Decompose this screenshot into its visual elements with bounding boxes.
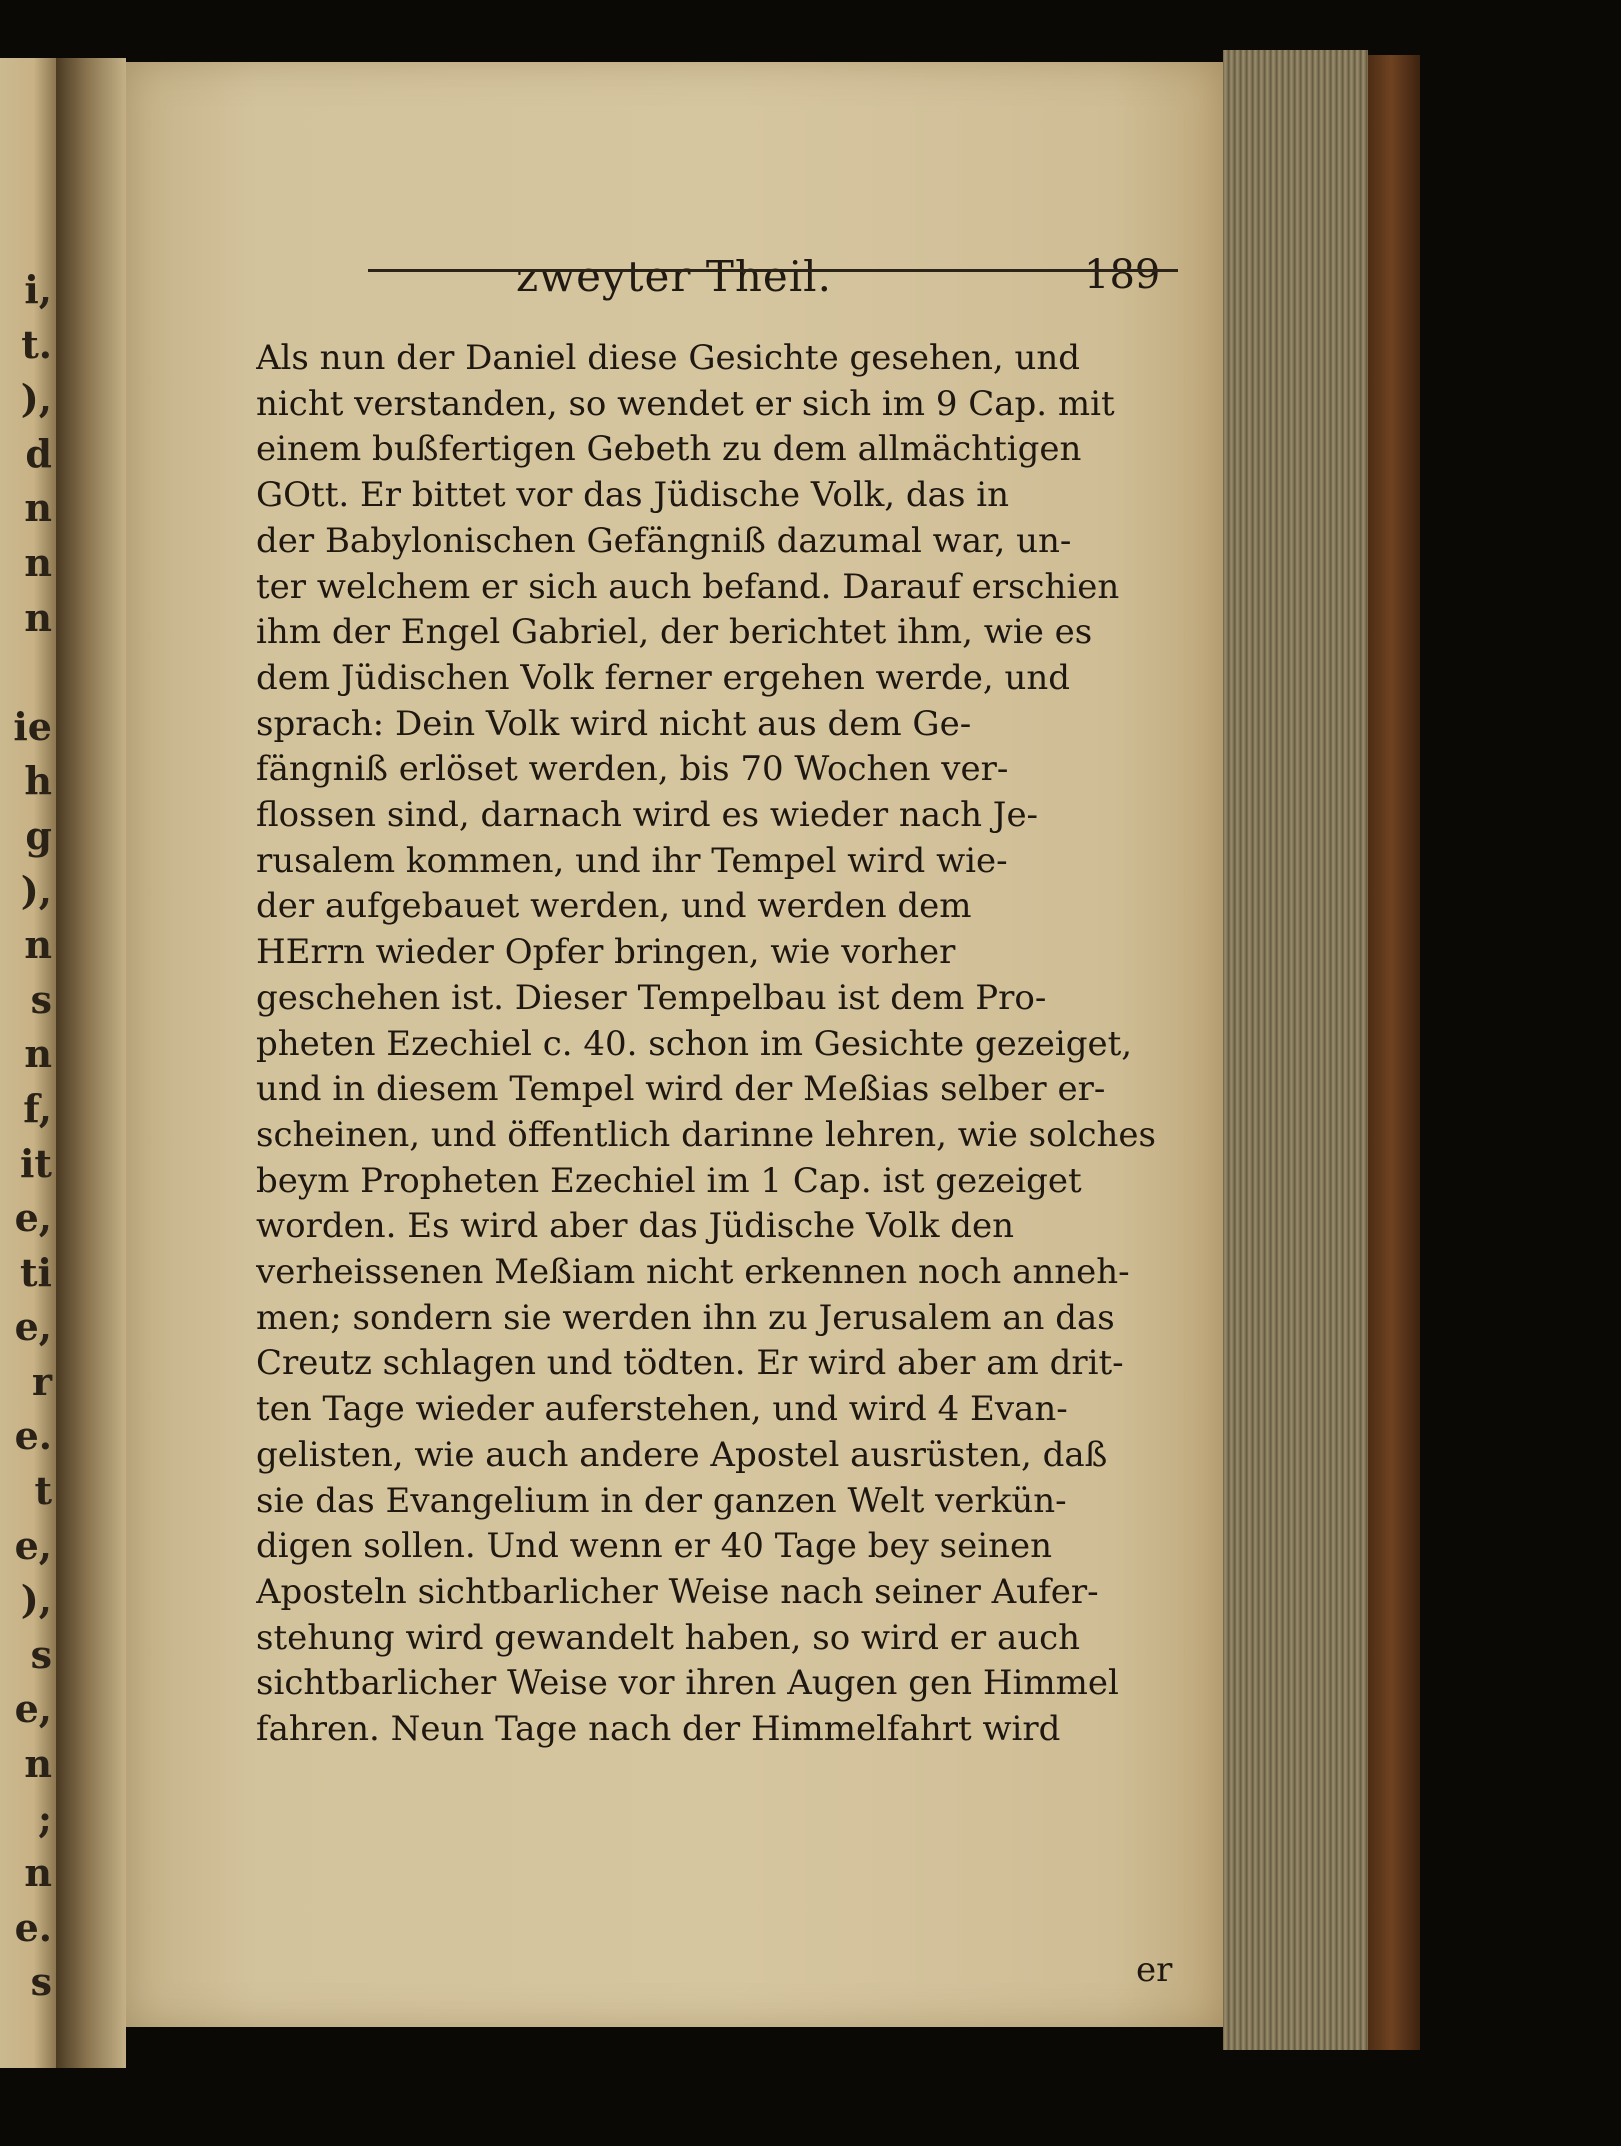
text-line: men; sondern sie werden ihn zu Jerusalem an das — [256, 1297, 1115, 1338]
facing-line-ending: n — [24, 1741, 52, 1787]
facing-line-ending: e, — [14, 1304, 52, 1350]
facing-line-ending: i, — [24, 267, 52, 312]
text-line: digen sollen. Und wenn er 40 Tage bey seinen — [256, 1526, 1052, 1567]
facing-line-ending: t. — [21, 321, 52, 367]
text-line: dem Jüdischen Volk ferner ergehen werde, und — [256, 657, 1071, 698]
text-line: scheinen, und öffentlich darinne lehren, wie solches — [256, 1114, 1156, 1155]
text-line: verheissenen Meßiam nicht erkennen noch anneh- — [256, 1252, 1130, 1293]
facing-line-ending: s — [30, 1631, 52, 1677]
text-line: der Babylonischen Gefängniß dazumal war, un- — [256, 520, 1072, 561]
text-line: flossen sind, darnach wird es wieder nach Je- — [256, 795, 1039, 836]
facing-page-edge — [0, 58, 56, 2068]
text-line: ter welchem er sich auch befand. Darauf erschien — [256, 566, 1120, 607]
text-line: sprach: Dein Volk wird nicht aus dem Ge- — [256, 703, 972, 744]
text-line: fängniß erlöset werden, bis 70 Wochen ver- — [256, 749, 1009, 790]
facing-line-ending: n — [24, 1031, 52, 1077]
facing-line-ending: n — [24, 1850, 52, 1896]
facing-line-ending: e, — [14, 1195, 52, 1241]
catchword: er — [1136, 1950, 1173, 1990]
facing-line-ending: ), — [20, 867, 52, 913]
facing-line-ending: e. — [14, 1904, 52, 1950]
facing-line-ending: ; — [37, 1795, 52, 1841]
page-block-edges — [1223, 50, 1368, 2050]
facing-line-ending: ie — [13, 703, 52, 749]
text-line: Als nun der Daniel diese Gesichte gesehen, und — [256, 338, 1081, 378]
text-line: rusalem kommen, und ihr Tempel wird wie- — [256, 840, 1008, 881]
text-line: beym Propheten Ezechiel im 1 Cap. ist gezeiget — [256, 1160, 1082, 1201]
facing-page-line-endings — [2, 263, 52, 2010]
text-line: ihm der Engel Gabriel, der berichtet ihm, wie es — [256, 612, 1093, 653]
text-line: fahren. Neun Tage nach der Himmelfahrt wird — [256, 1709, 1061, 1750]
text-line: der aufgebauet werden, und werden dem — [256, 886, 972, 927]
facing-line-ending: e, — [14, 1522, 52, 1568]
header-rule — [368, 269, 1178, 272]
facing-line-ending: s — [30, 1959, 52, 2005]
facing-line-ending: ), — [20, 376, 52, 422]
facing-line-ending: it — [20, 1140, 52, 1186]
facing-line-ending: e, — [14, 1686, 52, 1732]
text-line: Creutz schlagen und tödten. Er wird aber am drit- — [256, 1343, 1124, 1384]
book-binding — [1368, 55, 1420, 2050]
text-line: GOtt. Er bittet vor das Jüdische Volk, das in — [256, 475, 1009, 516]
facing-line-ending: n — [24, 594, 52, 640]
text-line: einem bußfertigen Gebeth zu dem allmächtigen — [256, 429, 1082, 470]
facing-line-ending: ), — [20, 1577, 52, 1623]
facing-line-ending: e. — [14, 1413, 52, 1459]
facing-line-ending: g — [25, 812, 52, 858]
facing-line-ending: t — [34, 1468, 52, 1514]
facing-line-ending — [2, 645, 52, 700]
page-number: 189 — [1084, 252, 1161, 298]
text-line: Aposteln sichtbarlicher Weise nach seiner Aufer- — [256, 1571, 1099, 1612]
facing-line-ending: ti — [20, 1249, 52, 1295]
facing-line-ending: d — [25, 430, 52, 476]
body-text — [256, 336, 1176, 1753]
facing-line-ending: n — [24, 539, 52, 585]
text-line: worden. Es wird aber das Jüdische Volk den — [256, 1206, 1015, 1247]
text-line: sichtbarlicher Weise vor ihren Augen gen Himmel — [256, 1663, 1119, 1704]
facing-line-ending: h — [24, 758, 52, 804]
running-head: zweyter Theil. — [516, 252, 832, 301]
text-line: sie das Evangelium in der ganzen Welt verkün- — [256, 1480, 1067, 1521]
book-gutter — [56, 58, 126, 2068]
text-line: stehung wird gewandelt haben, so wird er auch — [256, 1617, 1081, 1658]
facing-line-ending: r — [31, 1358, 52, 1404]
text-line: gelisten, wie auch andere Apostel ausrüsten, daß — [256, 1434, 1108, 1475]
book-page — [126, 62, 1223, 2027]
facing-line-ending: n — [24, 922, 52, 968]
facing-line-ending: s — [30, 976, 52, 1022]
text-line: und in diesem Tempel wird der Meßias selber er- — [256, 1069, 1106, 1110]
text-line: pheten Ezechiel c. 40. schon im Gesichte gezeiget, — [256, 1023, 1133, 1064]
text-line: ten Tage wieder auferstehen, und wird 4 Evan- — [256, 1389, 1068, 1430]
facing-line-ending: n — [24, 485, 52, 531]
text-line: geschehen ist. Dieser Tempelbau ist dem Pro- — [256, 977, 1047, 1018]
facing-line-ending: f, — [23, 1085, 52, 1131]
text-line: nicht verstanden, so wendet er sich im 9 Cap. mit — [256, 383, 1115, 424]
text-line: HErrn wieder Opfer bringen, wie vorher — [256, 932, 956, 973]
